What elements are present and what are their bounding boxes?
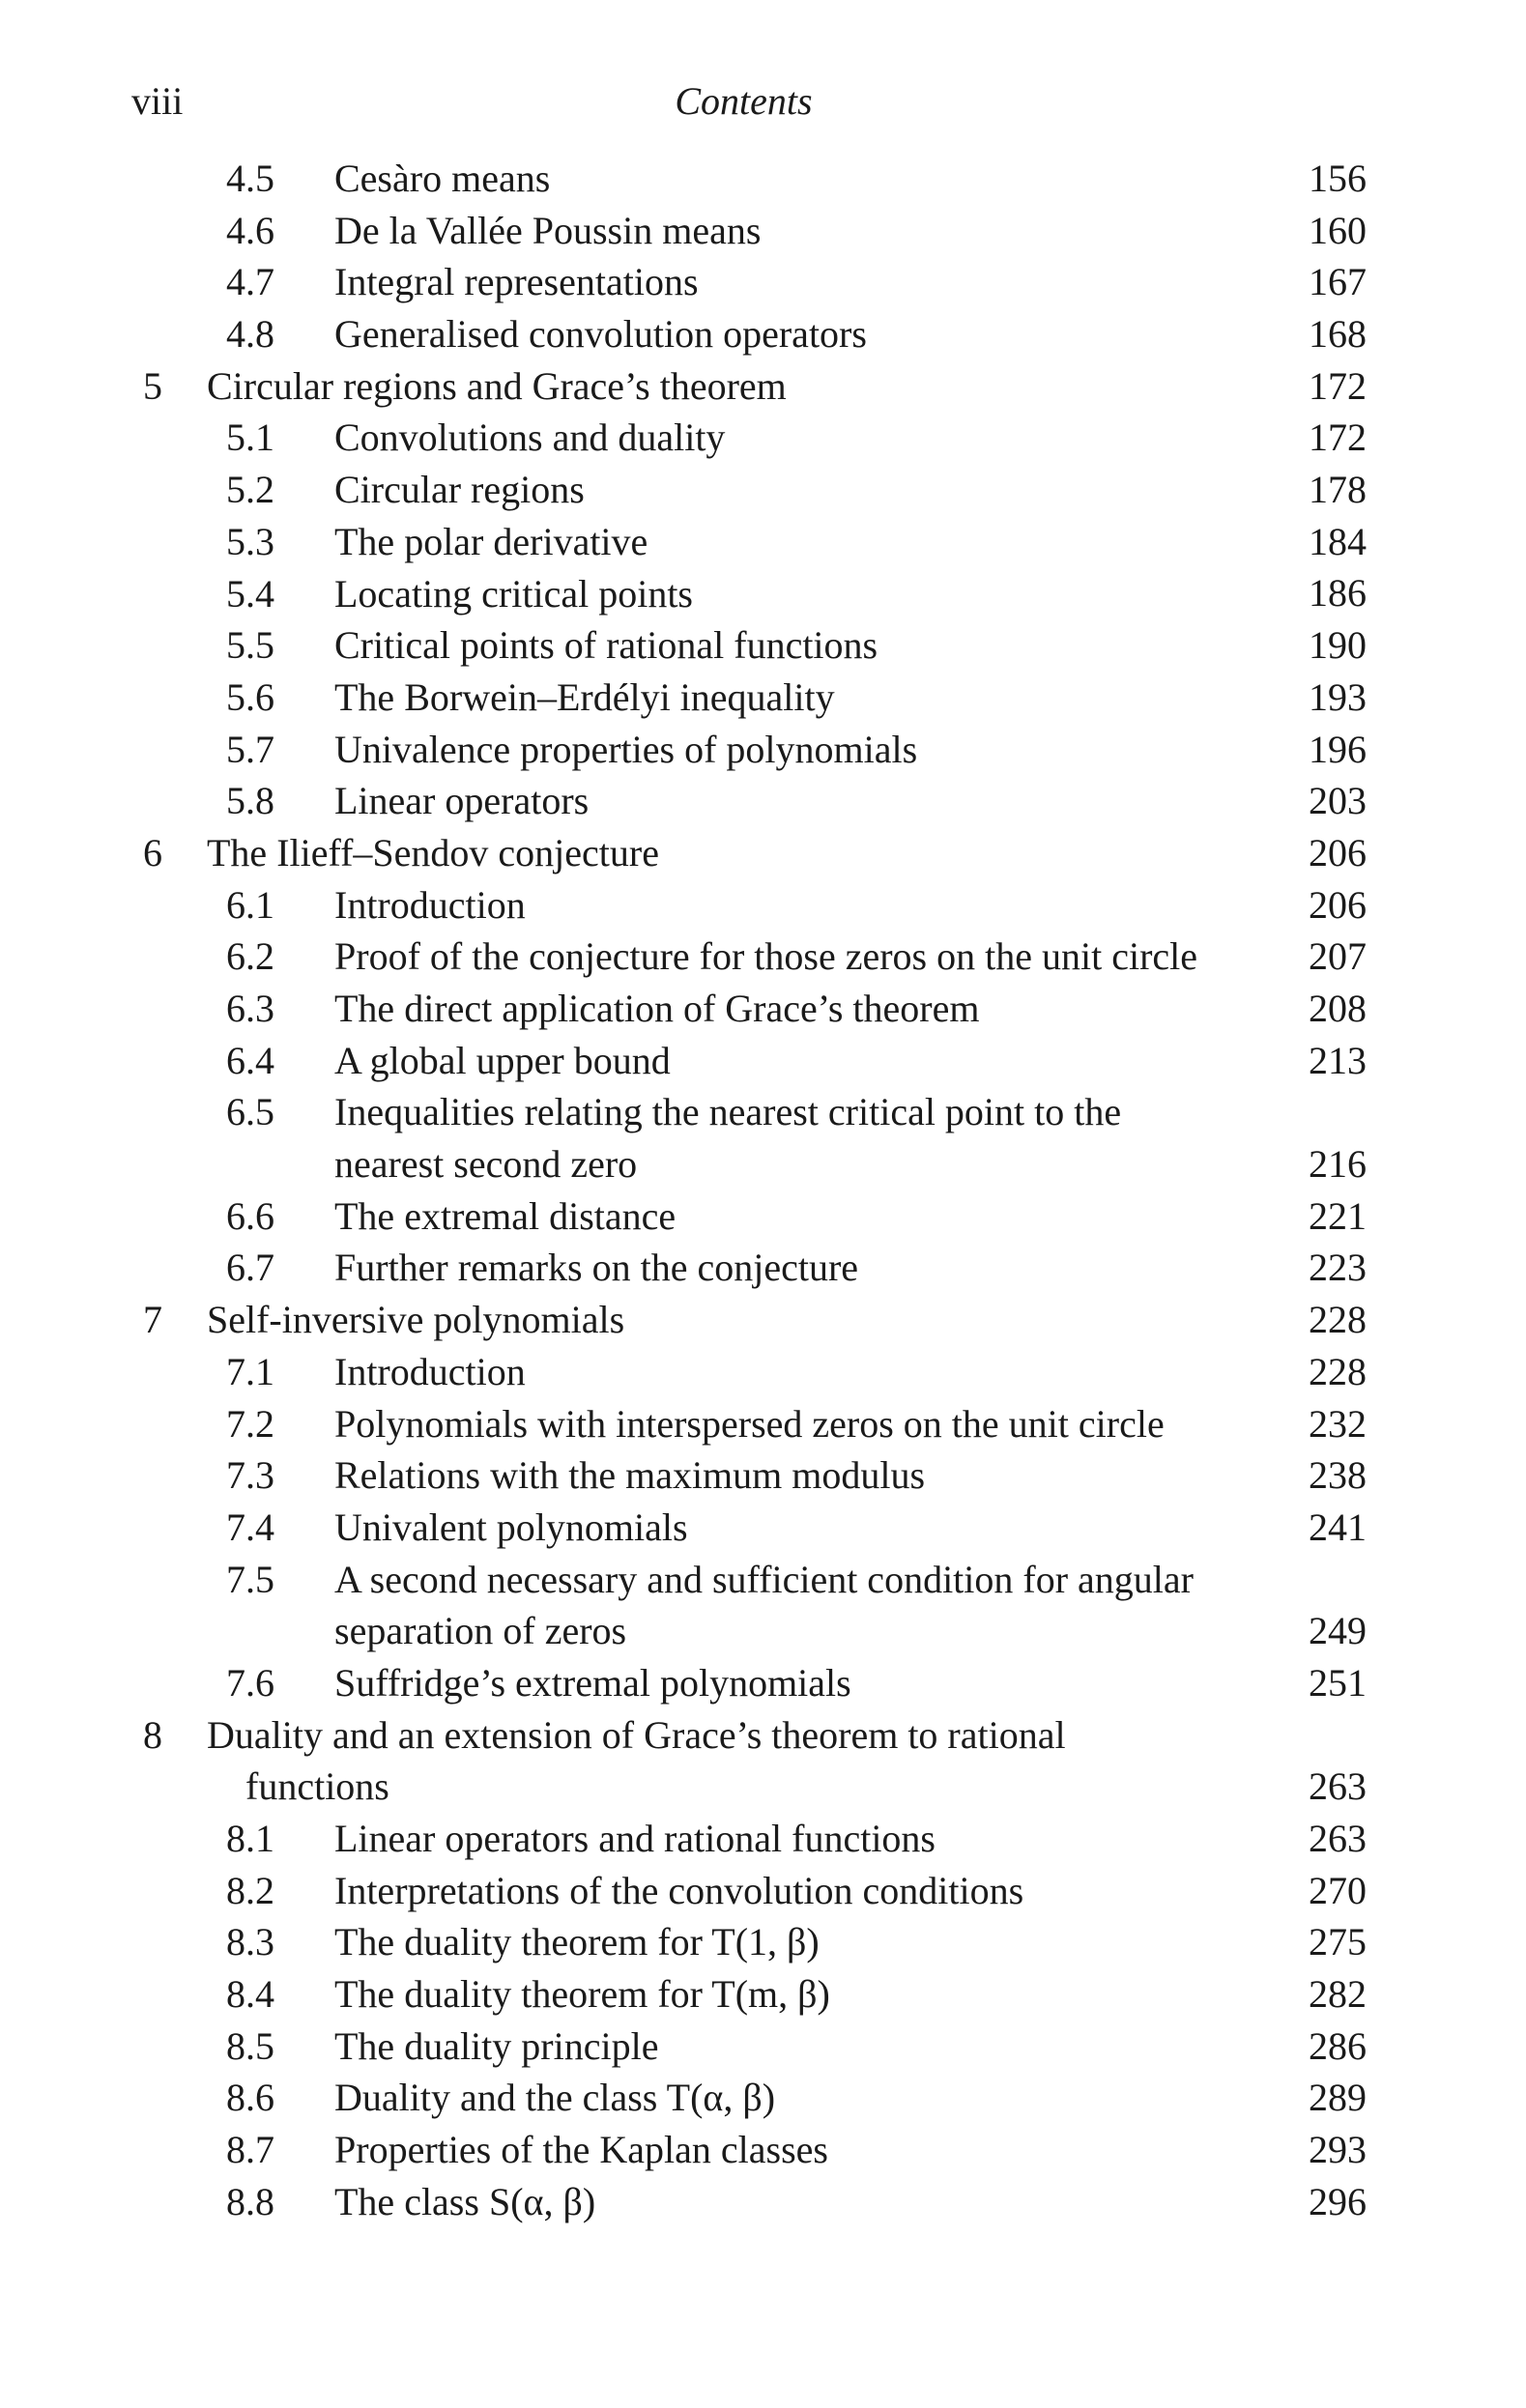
- page-number: 232: [1309, 1401, 1367, 1446]
- section-title: [334, 672, 1301, 724]
- toc-section-entry: [0, 516, 1526, 568]
- section-number: 6.5: [226, 1090, 274, 1134]
- toc-chapter-entry: [0, 1709, 1526, 1813]
- page-number: 190: [1309, 623, 1367, 668]
- page-number: 207: [1309, 934, 1367, 979]
- section-number: 6.6: [226, 1193, 274, 1238]
- chapter-title: [207, 1294, 1270, 1346]
- toc-section-entry: [0, 1190, 1526, 1243]
- section-number: 4.8: [226, 312, 274, 357]
- title-line: Duality and an extension of Grace’s theorem to rational: [207, 1712, 1066, 1757]
- title-line: Cesàro means: [334, 157, 551, 200]
- section-title: [334, 153, 1301, 205]
- page-number: 206: [1309, 882, 1367, 927]
- title-line: Properties of the Kaplan classes: [334, 2128, 828, 2172]
- section-number: 8.7: [226, 2128, 274, 2172]
- page-number: 249: [1309, 1609, 1367, 1653]
- toc-section-entry: [0, 1502, 1526, 1554]
- title-line: Introduction: [334, 882, 526, 927]
- title-line: functions: [245, 1764, 389, 1809]
- section-number: 5.2: [226, 468, 274, 512]
- chapter-number: 7: [143, 1298, 162, 1342]
- title-line: The polar derivative: [334, 519, 648, 563]
- section-title: [334, 2072, 1301, 2124]
- title-line: Self-inversive polynomials: [207, 1298, 625, 1342]
- title-line: Polynomials with interspersed zeros on the unit circle: [334, 1401, 1165, 1446]
- section-number: 7.3: [226, 1453, 274, 1498]
- chapter-number: 5: [143, 363, 162, 408]
- toc-section-entry: [0, 1035, 1526, 1087]
- toc-section-entry: [0, 1242, 1526, 1294]
- title-line: The duality theorem for T(1, β): [334, 1920, 820, 1964]
- page-number: 251: [1309, 1660, 1367, 1705]
- toc-section-entry: [0, 205, 1526, 257]
- title-line: Proof of the conjecture for those zeros on the unit circle: [334, 934, 1198, 979]
- section-title: [334, 775, 1301, 827]
- section-number: 8.4: [226, 1972, 274, 2017]
- title-line: Circular regions: [334, 468, 585, 512]
- toc-section-entry: [0, 1657, 1526, 1709]
- section-title: [334, 1968, 1301, 2021]
- page-number: 184: [1309, 519, 1367, 563]
- section-number: 8.8: [226, 2179, 274, 2223]
- section-title: [334, 412, 1301, 464]
- toc-chapter-entry: [0, 360, 1526, 413]
- page-number: 193: [1309, 674, 1367, 719]
- toc-section-entry: [0, 568, 1526, 620]
- toc-section-entry: [0, 308, 1526, 360]
- page-number: 270: [1309, 1868, 1367, 1912]
- toc-section-entry: [0, 619, 1526, 672]
- section-title: [334, 205, 1301, 257]
- title-line: Interpretations of the convolution conditions: [334, 1868, 1024, 1912]
- toc-section-entry: [0, 2072, 1526, 2124]
- title-line: separation of zeros: [334, 1609, 627, 1653]
- title-line: Circular regions and Grace’s theorem: [207, 363, 787, 408]
- title-line: Relations with the maximum modulus: [334, 1453, 926, 1498]
- title-line: The Borwein–Erdélyi inequality: [334, 674, 835, 719]
- title-line: Linear operators: [334, 779, 590, 823]
- toc-section-entry: [0, 1449, 1526, 1502]
- section-title: [334, 1086, 1301, 1190]
- section-title: [334, 308, 1301, 360]
- page-number: 156: [1309, 156, 1367, 200]
- section-number: 4.7: [226, 260, 274, 304]
- toc-section-entry: [0, 2124, 1526, 2176]
- chapter-number: 8: [143, 1712, 162, 1757]
- title-line: The duality theorem for T(m, β): [334, 1972, 830, 2017]
- section-title: [334, 931, 1301, 983]
- section-number: 6.4: [226, 1038, 274, 1082]
- page-number: 228: [1309, 1298, 1367, 1342]
- title-line: Further remarks on the conjecture: [334, 1246, 859, 1290]
- page-number: 275: [1309, 1920, 1367, 1964]
- title-line: The class S(α, β): [334, 2179, 596, 2223]
- section-title: [334, 1190, 1301, 1243]
- section-title: [334, 1554, 1301, 1657]
- section-number: 5.1: [226, 416, 274, 460]
- page-number: 203: [1309, 779, 1367, 823]
- page-number: 213: [1309, 1038, 1367, 1082]
- toc-section-entry: [0, 1398, 1526, 1450]
- section-title: [334, 568, 1301, 620]
- section-number: 7.1: [226, 1349, 274, 1393]
- title-line: Introduction: [334, 1349, 526, 1393]
- section-title: [334, 983, 1301, 1035]
- section-title: [334, 724, 1301, 776]
- section-number: 7.6: [226, 1660, 274, 1705]
- toc-section-entry: [0, 879, 1526, 932]
- page-number: 286: [1309, 2023, 1367, 2068]
- section-number: 5.3: [226, 519, 274, 563]
- section-number: 5.5: [226, 623, 274, 668]
- page-number: 282: [1309, 1972, 1367, 2017]
- section-title: [334, 2176, 1301, 2228]
- page-number: 241: [1309, 1505, 1367, 1549]
- title-line: Linear operators and rational functions: [334, 1817, 936, 1861]
- title-line: The Ilieff–Sendov conjecture: [207, 830, 659, 874]
- chapter-title: [207, 827, 1270, 879]
- toc-section-entry: [0, 1916, 1526, 1968]
- page-folio: viii: [131, 79, 184, 123]
- page-number: 263: [1309, 1764, 1367, 1809]
- title-line: The extremal distance: [334, 1193, 677, 1238]
- section-number: 8.6: [226, 2076, 274, 2120]
- section-title: [334, 1865, 1301, 1917]
- title-line: The duality principle: [334, 2023, 659, 2068]
- toc-section-entry: [0, 256, 1526, 308]
- section-number: 5.4: [226, 571, 274, 616]
- toc-chapter-entry: [0, 827, 1526, 879]
- chapter-title: [207, 1709, 1270, 1813]
- toc-section-entry: [0, 931, 1526, 983]
- page-number: 160: [1309, 208, 1367, 252]
- toc-section-entry: [0, 153, 1526, 205]
- title-line: Univalence properties of polynomials: [334, 727, 918, 771]
- section-title: [334, 1398, 1301, 1450]
- title-line: A global upper bound: [334, 1038, 671, 1082]
- page-number: 216: [1309, 1142, 1367, 1187]
- page-number: 206: [1309, 830, 1367, 874]
- title-line: The direct application of Grace’s theorem: [334, 987, 980, 1030]
- running-title: Contents: [675, 79, 813, 123]
- title-line: Suffridge’s extremal polynomials: [334, 1660, 851, 1705]
- toc-section-entry: [0, 672, 1526, 724]
- section-title: [334, 464, 1301, 516]
- section-number: 8.1: [226, 1817, 274, 1861]
- section-number: 5.7: [226, 727, 274, 771]
- section-number: 6.1: [226, 882, 274, 927]
- page-number: 208: [1309, 986, 1367, 1030]
- page-number: 186: [1309, 571, 1367, 616]
- page-number: 238: [1309, 1453, 1367, 1498]
- section-title: [334, 1346, 1301, 1398]
- section-number: 7.2: [226, 1401, 274, 1446]
- title-line: Integral representations: [334, 260, 699, 304]
- section-title: [334, 516, 1301, 568]
- section-title: [334, 256, 1301, 308]
- title-line: De la Vallée Poussin means: [334, 208, 762, 252]
- section-number: 4.5: [226, 157, 274, 200]
- section-number: 5.6: [226, 674, 274, 719]
- section-title: [334, 1657, 1301, 1709]
- toc-section-entry: [0, 1554, 1526, 1657]
- section-title: [334, 1449, 1301, 1502]
- section-title: [334, 1502, 1301, 1554]
- page-number: 296: [1309, 2179, 1367, 2223]
- page-number: 178: [1309, 468, 1367, 512]
- section-title: [334, 1035, 1301, 1087]
- title-line: Generalised convolution operators: [334, 312, 867, 357]
- page-number: 221: [1309, 1193, 1367, 1238]
- title-line: nearest second zero: [334, 1142, 638, 1187]
- section-number: 4.6: [226, 208, 274, 252]
- table-of-contents: [0, 153, 1526, 2228]
- toc-section-entry: [0, 775, 1526, 827]
- section-number: 7.5: [226, 1557, 274, 1601]
- page-number: 167: [1309, 260, 1367, 304]
- title-line: Univalent polynomials: [334, 1505, 688, 1549]
- section-number: 6.3: [226, 987, 274, 1030]
- title-line: Convolutions and duality: [334, 416, 726, 460]
- page-number: 172: [1309, 416, 1367, 460]
- chapter-number: 6: [143, 830, 162, 874]
- toc-section-entry: [0, 983, 1526, 1035]
- section-title: [334, 2124, 1301, 2176]
- section-number: 8.5: [226, 2023, 274, 2068]
- toc-section-entry: [0, 464, 1526, 516]
- section-number: 7.4: [226, 1505, 274, 1549]
- title-line: Inequalities relating the nearest critical point to the: [334, 1090, 1122, 1134]
- section-number: 6.7: [226, 1246, 274, 1290]
- section-number: 8.2: [226, 1868, 274, 1912]
- section-number: 5.8: [226, 779, 274, 823]
- page-number: 172: [1309, 363, 1367, 408]
- toc-section-entry: [0, 1865, 1526, 1917]
- title-line: Critical points of rational functions: [334, 623, 878, 668]
- page-number: 228: [1309, 1349, 1367, 1393]
- page-number: 196: [1309, 727, 1367, 771]
- section-title: [334, 1242, 1301, 1294]
- title-line: A second necessary and sufficient condition for angular: [334, 1557, 1194, 1601]
- toc-section-entry: [0, 2021, 1526, 2073]
- title-line: Duality and the class T(α, β): [334, 2076, 776, 2120]
- page-number: 293: [1309, 2128, 1367, 2172]
- section-title: [334, 2021, 1301, 2073]
- page-number: 263: [1309, 1817, 1367, 1861]
- toc-section-entry: [0, 2176, 1526, 2228]
- toc-section-entry: [0, 1346, 1526, 1398]
- section-title: [334, 1916, 1301, 1968]
- section-number: 8.3: [226, 1920, 274, 1964]
- page-number: 168: [1309, 312, 1367, 357]
- toc-section-entry: [0, 1968, 1526, 2021]
- toc-section-entry: [0, 412, 1526, 464]
- toc-chapter-entry: [0, 1294, 1526, 1346]
- chapter-title: [207, 360, 1270, 413]
- title-line: Locating critical points: [334, 571, 693, 616]
- running-head: [131, 75, 1356, 128]
- section-number: 6.2: [226, 934, 274, 979]
- section-title: [334, 619, 1301, 672]
- toc-section-entry: [0, 724, 1526, 776]
- page-number: 223: [1309, 1246, 1367, 1290]
- section-title: [334, 1813, 1301, 1865]
- page-number: 289: [1309, 2076, 1367, 2120]
- toc-section-entry: [0, 1813, 1526, 1865]
- section-title: [334, 879, 1301, 932]
- toc-section-entry: [0, 1086, 1526, 1190]
